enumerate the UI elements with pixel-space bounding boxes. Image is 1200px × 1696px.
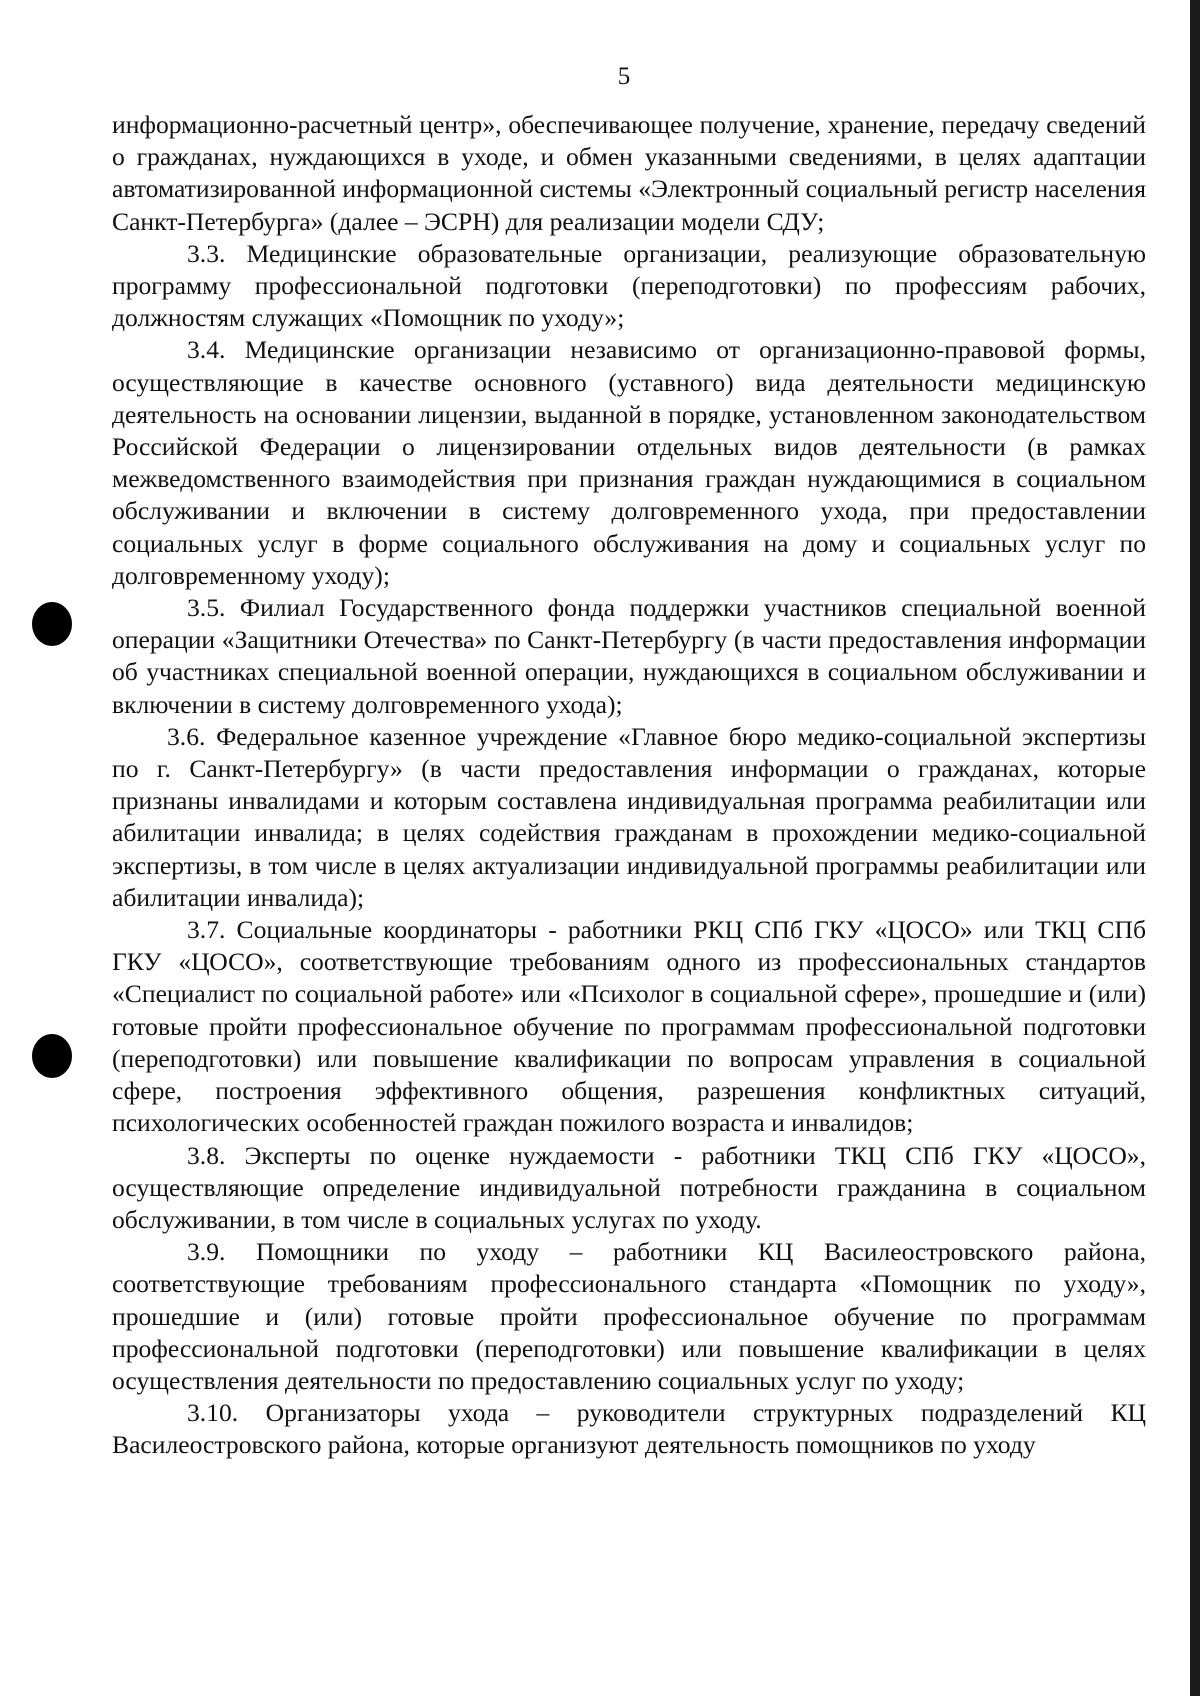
paragraph-3-3: 3.3. Медицинские образовательные организации, реализующие образовательную программу профессиональной подготовки (переподготовки) по профессиям рабочих, должностям служащих «Помощник по уходу»; bbox=[112, 238, 1146, 333]
paragraph-3-7: 3.7. Социальные координаторы - работники РКЦ СПб ГКУ «ЦОСО» или ТКЦ СПб ГКУ «ЦОСО», соответствующие требованиям одного из профессиональных стандартов «Специалист по социальной работе» или «Психолог в социальной сфере», прошедшие и (или) готовые пройти профессиональное обучение по программам профессиональной подготовки (переподготовки) или повышение квалификации по вопросам управления в социальной сфере, построения эффективного общения, разрешения конфликтных ситуаций, психологических особенностей граждан пожилого возраста и инвалидов; bbox=[112, 915, 1146, 1138]
document-body bbox=[112, 109, 1146, 1462]
punch-hole-bottom bbox=[32, 1034, 72, 1078]
paragraph-3-9: 3.9. Помощники по уходу – работники КЦ Василеостровского района, соответствующие требованиям профессионального стандарта «Помощник по уходу», прошедшие и (или) готовые пройти профессиональное обучение по программам профессиональной подготовки (переподготовки) или повышение квалификации в целях осуществления деятельности по предоставлению социальных услуг по уходу; bbox=[112, 1237, 1146, 1395]
page-number: 5 bbox=[617, 63, 631, 90]
paragraph-3-6: 3.6. Федеральное казенное учреждение «Главное бюро медико-социальной экспертизы по г. Санкт-Петербургу» (в части предоставления информации о гражданах, которые признаны инвалидами и которым составлена индивидуальная программа реабилитации или абилитации инвалида; в целях содействия гражданам в прохождении медико-социальной экспертизы, в том числе в целях актуализации индивидуальной программы реабилитации или абилитации инвалида); bbox=[112, 721, 1146, 912]
paragraph-3-4: 3.4. Медицинские организации независимо от организационно-правовой формы, осуществляющие в качестве основного (уставного) вида деятельности медицинскую деятельность на основании лицензии, выданной в порядке, установленном законодательством Российской Федерации о лицензировании отдельных видов деятельности (в рамках межведомственного взаимодействия при признания граждан нуждающимися в социальном обслуживании и включении в систему долговременного ухода, при предоставлении социальных услуг в форме социального обслуживания на дому и социальных услуг по долговременному уходу); bbox=[112, 335, 1146, 590]
paragraph-3-2-continuation: информационно-расчетный центр», обеспечивающее получение, хранение, передачу сведений о гражданах, нуждающихся в уходе, и обмен указанными сведениями, в целях адаптации автоматизированной информационной системы «Электронный социальный регистр населения Санкт-Петербурга» (далее – ЭСРН) для реализации модели СДУ; bbox=[112, 110, 1146, 236]
paragraph-3-10: 3.10. Организаторы ухода – руководители структурных подразделений КЦ Василеостровского района, которые организуют деятельность помощников по уходу bbox=[112, 1398, 1146, 1460]
scan-edge-shadow bbox=[1190, 0, 1200, 1696]
punch-hole-top bbox=[32, 602, 72, 646]
paragraph-3-5: 3.5. Филиал Государственного фонда поддержки участников специальной военной операции «Защитники Отечества» по Санкт-Петербургу (в части предоставления информации об участниках специальной военной операции, нуждающихся в социальном обслуживании и включении в систему долговременного ухода); bbox=[112, 593, 1146, 719]
paragraph-3-8: 3.8. Эксперты по оценке нуждаемости - работники ТКЦ СПб ГКУ «ЦОСО», осуществляющие определение индивидуальной потребности гражданина в социальном обслуживании, в том числе в социальных услугах по уходу. bbox=[112, 1140, 1146, 1234]
